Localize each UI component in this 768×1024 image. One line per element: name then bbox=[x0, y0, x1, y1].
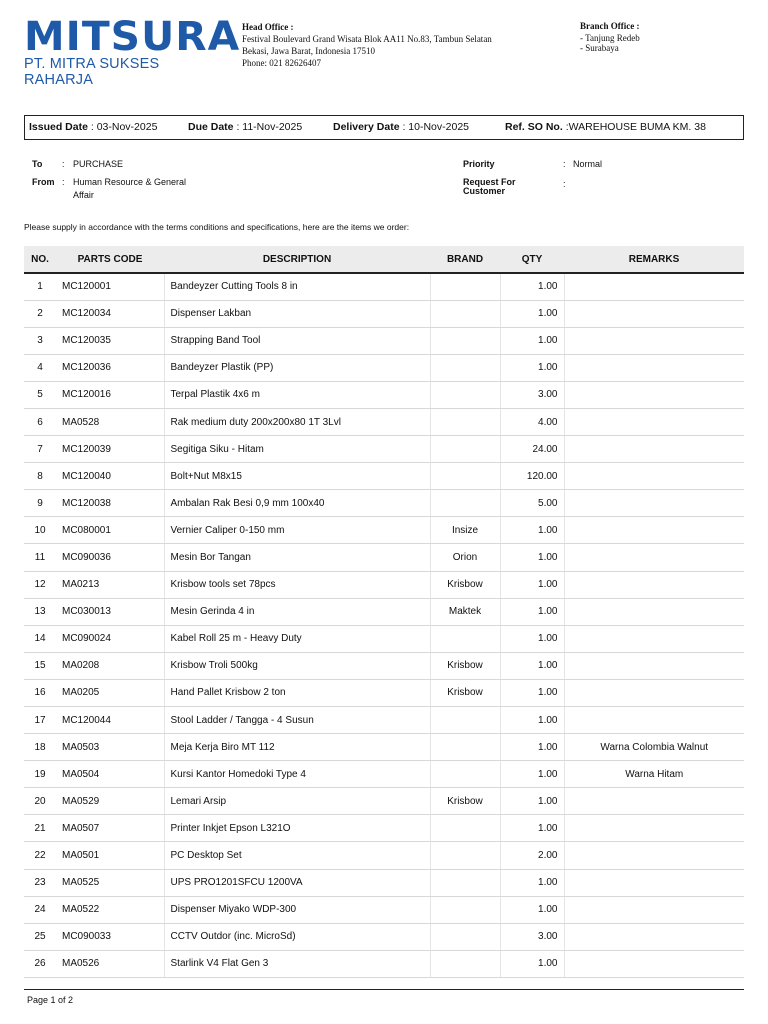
cell-remarks bbox=[564, 408, 744, 435]
cell-parts-code: MC120040 bbox=[56, 463, 164, 490]
cell-qty: 2.00 bbox=[500, 842, 564, 869]
cell-qty: 1.00 bbox=[500, 354, 564, 381]
table-row bbox=[24, 517, 744, 544]
table-row bbox=[24, 463, 744, 490]
cell-parts-code: MC090033 bbox=[56, 923, 164, 950]
cell-remarks bbox=[564, 598, 744, 625]
company-logo bbox=[24, 14, 241, 88]
cell-parts-code: MA0501 bbox=[56, 842, 164, 869]
cell-remarks bbox=[564, 788, 744, 815]
cell-parts-code: MC120001 bbox=[56, 273, 164, 300]
cell-remarks bbox=[564, 815, 744, 842]
cell-brand: Krisbow bbox=[430, 788, 500, 815]
cell-parts-code: MA0528 bbox=[56, 408, 164, 435]
branch-office-line1: - Tanjung Redeb bbox=[580, 32, 640, 43]
cell-no: 20 bbox=[24, 788, 56, 815]
request-customer-label: Customer bbox=[463, 186, 506, 196]
cell-brand bbox=[430, 408, 500, 435]
cell-remarks bbox=[564, 490, 744, 517]
cell-description: Ambalan Rak Besi 0,9 mm 100x40 bbox=[164, 490, 430, 517]
cell-qty: 120.00 bbox=[500, 463, 564, 490]
branch-office-title: Branch Office : bbox=[580, 21, 640, 31]
cell-no: 22 bbox=[24, 842, 56, 869]
cell-description: Kabel Roll 25 m - Heavy Duty bbox=[164, 625, 430, 652]
ref-so-number bbox=[505, 121, 706, 133]
cell-description: Bandeyzer Cutting Tools 8 in bbox=[164, 273, 430, 300]
cell-description: Krisbow Troli 500kg bbox=[164, 652, 430, 679]
cell-qty: 5.00 bbox=[500, 490, 564, 517]
from-label: From bbox=[32, 177, 55, 187]
cell-description: Bandeyzer Plastik (PP) bbox=[164, 354, 430, 381]
cell-qty: 1.00 bbox=[500, 734, 564, 761]
cell-parts-code: MA0526 bbox=[56, 950, 164, 977]
cell-parts-code: MC080001 bbox=[56, 517, 164, 544]
cell-qty: 3.00 bbox=[500, 923, 564, 950]
cell-remarks bbox=[564, 436, 744, 463]
cell-parts-code: MC090036 bbox=[56, 544, 164, 571]
cell-description: Starlink V4 Flat Gen 3 bbox=[164, 950, 430, 977]
cell-remarks bbox=[564, 381, 744, 408]
table-row bbox=[24, 544, 744, 571]
cell-no: 3 bbox=[24, 327, 56, 354]
table-header-row bbox=[24, 246, 744, 273]
cell-brand bbox=[430, 734, 500, 761]
cell-qty: 1.00 bbox=[500, 896, 564, 923]
cell-brand: Krisbow bbox=[430, 571, 500, 598]
request-colon: : bbox=[563, 179, 566, 189]
cell-remarks bbox=[564, 544, 744, 571]
cell-qty: 24.00 bbox=[500, 436, 564, 463]
dates-bar bbox=[24, 115, 744, 140]
cell-description: Terpal Plastik 4x6 m bbox=[164, 381, 430, 408]
cell-description: Hand Pallet Krisbow 2 ton bbox=[164, 679, 430, 706]
head-office-line2: Bekasi, Jawa Barat, Indonesia 17510 bbox=[242, 46, 375, 56]
items-table bbox=[24, 246, 744, 978]
cell-no: 26 bbox=[24, 950, 56, 977]
cell-description: Printer Inkjet Epson L321O bbox=[164, 815, 430, 842]
table-row bbox=[24, 896, 744, 923]
from-value-line2: Affair bbox=[73, 190, 94, 200]
cell-brand: Insize bbox=[430, 517, 500, 544]
table-row bbox=[24, 950, 744, 977]
table-row bbox=[24, 490, 744, 517]
cell-no: 16 bbox=[24, 679, 56, 706]
cell-description: Vernier Caliper 0-150 mm bbox=[164, 517, 430, 544]
header-brand: BRAND bbox=[430, 246, 500, 273]
table-row bbox=[24, 571, 744, 598]
table-row bbox=[24, 598, 744, 625]
cell-qty: 1.00 bbox=[500, 707, 564, 734]
cell-parts-code: MC120036 bbox=[56, 354, 164, 381]
cell-parts-code: MA0525 bbox=[56, 869, 164, 896]
cell-remarks bbox=[564, 652, 744, 679]
cell-brand: Krisbow bbox=[430, 679, 500, 706]
issued-date-value: : 03-Nov-2025 bbox=[90, 121, 158, 133]
table-row bbox=[24, 300, 744, 327]
cell-brand bbox=[430, 923, 500, 950]
table-row bbox=[24, 923, 744, 950]
cell-no: 11 bbox=[24, 544, 56, 571]
supply-note: Please supply in accordance with the terms conditions and specifications, here are the items we order: bbox=[24, 222, 410, 232]
cell-no: 4 bbox=[24, 354, 56, 381]
header-qty: QTY bbox=[500, 246, 564, 273]
branch-office-block bbox=[580, 21, 750, 54]
cell-no: 25 bbox=[24, 923, 56, 950]
cell-qty: 1.00 bbox=[500, 950, 564, 977]
logo-company-name: PT. MITRA SUKSES RAHARJA bbox=[24, 56, 160, 88]
cell-brand bbox=[430, 842, 500, 869]
cell-parts-code: MC120034 bbox=[56, 300, 164, 327]
table-row bbox=[24, 869, 744, 896]
cell-parts-code: MC120044 bbox=[56, 707, 164, 734]
cell-brand bbox=[430, 815, 500, 842]
cell-remarks bbox=[564, 842, 744, 869]
due-date-value: : 11-Nov-2025 bbox=[236, 121, 303, 133]
header-parts-code: PARTS CODE bbox=[56, 246, 164, 273]
cell-brand bbox=[430, 896, 500, 923]
head-office-phone: Phone: 021 82626407 bbox=[242, 58, 322, 68]
cell-qty: 1.00 bbox=[500, 815, 564, 842]
cell-description: PC Desktop Set bbox=[164, 842, 430, 869]
cell-remarks bbox=[564, 707, 744, 734]
cell-brand bbox=[430, 300, 500, 327]
cell-remarks bbox=[564, 571, 744, 598]
table-row bbox=[24, 842, 744, 869]
cell-no: 10 bbox=[24, 517, 56, 544]
cell-description: Dispenser Lakban bbox=[164, 300, 430, 327]
table-row bbox=[24, 815, 744, 842]
issued-date-label: Issued Date bbox=[29, 121, 88, 133]
table-row bbox=[24, 652, 744, 679]
priority-value: Normal bbox=[573, 159, 603, 169]
cell-parts-code: MC030013 bbox=[56, 598, 164, 625]
cell-parts-code: MA0213 bbox=[56, 571, 164, 598]
cell-qty: 1.00 bbox=[500, 544, 564, 571]
cell-no: 17 bbox=[24, 707, 56, 734]
table-row bbox=[24, 679, 744, 706]
cell-no: 5 bbox=[24, 381, 56, 408]
cell-parts-code: MC120035 bbox=[56, 327, 164, 354]
cell-qty: 1.00 bbox=[500, 273, 564, 300]
cell-remarks: Warna Colombia Walnut bbox=[564, 734, 744, 761]
table-row bbox=[24, 354, 744, 381]
cell-no: 7 bbox=[24, 436, 56, 463]
cell-description: Bolt+Nut M8x15 bbox=[164, 463, 430, 490]
cell-brand bbox=[430, 273, 500, 300]
cell-description: Mesin Gerinda 4 in bbox=[164, 598, 430, 625]
cell-no: 24 bbox=[24, 896, 56, 923]
due-date-label: Due Date bbox=[188, 121, 234, 133]
cell-qty: 1.00 bbox=[500, 517, 564, 544]
cell-brand bbox=[430, 381, 500, 408]
table-row bbox=[24, 381, 744, 408]
cell-remarks bbox=[564, 273, 744, 300]
table-row bbox=[24, 408, 744, 435]
cell-qty: 1.00 bbox=[500, 761, 564, 788]
cell-description: Mesin Bor Tangan bbox=[164, 544, 430, 571]
cell-remarks bbox=[564, 354, 744, 381]
cell-brand bbox=[430, 761, 500, 788]
cell-no: 8 bbox=[24, 463, 56, 490]
cell-qty: 1.00 bbox=[500, 679, 564, 706]
due-date bbox=[188, 121, 302, 133]
cell-remarks bbox=[564, 869, 744, 896]
document-header bbox=[0, 0, 768, 90]
cell-brand bbox=[430, 463, 500, 490]
cell-qty: 1.00 bbox=[500, 598, 564, 625]
cell-no: 15 bbox=[24, 652, 56, 679]
cell-no: 23 bbox=[24, 869, 56, 896]
cell-qty: 4.00 bbox=[500, 408, 564, 435]
cell-description: Segitiga Siku - Hitam bbox=[164, 436, 430, 463]
cell-parts-code: MA0205 bbox=[56, 679, 164, 706]
priority-colon: : bbox=[563, 159, 566, 169]
table-row bbox=[24, 788, 744, 815]
cell-brand bbox=[430, 327, 500, 354]
head-office-line1: Festival Boulevard Grand Wisata Blok AA11 No.83, Tambun Selatan bbox=[242, 34, 492, 44]
cell-remarks bbox=[564, 300, 744, 327]
ref-so-value: :WAREHOUSE BUMA KM. 38 bbox=[565, 121, 706, 133]
cell-parts-code: MA0522 bbox=[56, 896, 164, 923]
cell-qty: 1.00 bbox=[500, 869, 564, 896]
cell-no: 13 bbox=[24, 598, 56, 625]
cell-qty: 1.00 bbox=[500, 625, 564, 652]
cell-no: 1 bbox=[24, 273, 56, 300]
cell-remarks bbox=[564, 327, 744, 354]
cell-remarks bbox=[564, 679, 744, 706]
priority-label: Priority bbox=[463, 159, 495, 169]
delivery-date bbox=[333, 121, 469, 133]
cell-no: 14 bbox=[24, 625, 56, 652]
delivery-date-value: : 10-Nov-2025 bbox=[402, 121, 470, 133]
cell-remarks: Warna Hitam bbox=[564, 761, 744, 788]
cell-qty: 1.00 bbox=[500, 327, 564, 354]
cell-no: 19 bbox=[24, 761, 56, 788]
to-label: To bbox=[32, 159, 43, 169]
to-colon: : bbox=[62, 159, 65, 169]
header-description: DESCRIPTION bbox=[164, 246, 430, 273]
from-value-line1: Human Resource & General bbox=[73, 177, 187, 187]
cell-qty: 1.00 bbox=[500, 571, 564, 598]
table-row bbox=[24, 734, 744, 761]
cell-brand bbox=[430, 707, 500, 734]
cell-qty: 1.00 bbox=[500, 788, 564, 815]
cell-description: Krisbow tools set 78pcs bbox=[164, 571, 430, 598]
cell-parts-code: MC120016 bbox=[56, 381, 164, 408]
cell-remarks bbox=[564, 625, 744, 652]
cell-qty: 1.00 bbox=[500, 652, 564, 679]
cell-parts-code: MC120039 bbox=[56, 436, 164, 463]
cell-brand: Maktek bbox=[430, 598, 500, 625]
branch-office-line2: - Surabaya bbox=[580, 43, 619, 53]
cell-description: Lemari Arsip bbox=[164, 788, 430, 815]
cell-brand: Krisbow bbox=[430, 652, 500, 679]
cell-parts-code: MA0529 bbox=[56, 788, 164, 815]
cell-parts-code: MC090024 bbox=[56, 625, 164, 652]
cell-no: 2 bbox=[24, 300, 56, 327]
cell-parts-code: MA0208 bbox=[56, 652, 164, 679]
cell-description: Strapping Band Tool bbox=[164, 327, 430, 354]
table-row bbox=[24, 327, 744, 354]
footer-divider bbox=[24, 989, 744, 990]
cell-description: Meja Kerja Biro MT 112 bbox=[164, 734, 430, 761]
cell-remarks bbox=[564, 463, 744, 490]
cell-brand bbox=[430, 436, 500, 463]
head-office-title: Head Office : bbox=[242, 22, 294, 32]
cell-brand bbox=[430, 490, 500, 517]
cell-description: UPS PRO1201SFCU 1200VA bbox=[164, 869, 430, 896]
cell-remarks bbox=[564, 950, 744, 977]
cell-brand: Orion bbox=[430, 544, 500, 571]
cell-parts-code: MC120038 bbox=[56, 490, 164, 517]
cell-brand bbox=[430, 354, 500, 381]
issued-date bbox=[29, 121, 157, 133]
cell-qty: 1.00 bbox=[500, 300, 564, 327]
cell-description: Dispenser Miyako WDP-300 bbox=[164, 896, 430, 923]
cell-remarks bbox=[564, 517, 744, 544]
page-number: Page 1 of 2 bbox=[27, 995, 74, 1005]
table-row bbox=[24, 436, 744, 463]
table-row bbox=[24, 273, 744, 300]
head-office-block bbox=[242, 21, 542, 69]
delivery-date-label: Delivery Date bbox=[333, 121, 400, 133]
from-colon: : bbox=[62, 177, 65, 187]
cell-no: 9 bbox=[24, 490, 56, 517]
cell-brand bbox=[430, 625, 500, 652]
cell-no: 12 bbox=[24, 571, 56, 598]
table-row bbox=[24, 625, 744, 652]
cell-brand bbox=[430, 869, 500, 896]
cell-no: 18 bbox=[24, 734, 56, 761]
cell-description: Rak medium duty 200x200x80 1T 3Lvl bbox=[164, 408, 430, 435]
request-for-label: Request For bbox=[463, 177, 516, 187]
cell-description: CCTV Outdor (inc. MicroSd) bbox=[164, 923, 430, 950]
header-remarks: REMARKS bbox=[564, 246, 744, 273]
cell-description: Kursi Kantor Homedoki Type 4 bbox=[164, 761, 430, 788]
cell-parts-code: MA0507 bbox=[56, 815, 164, 842]
cell-brand bbox=[430, 950, 500, 977]
cell-description: Stool Ladder / Tangga - 4 Susun bbox=[164, 707, 430, 734]
cell-parts-code: MA0503 bbox=[56, 734, 164, 761]
table-row bbox=[24, 707, 744, 734]
cell-remarks bbox=[564, 923, 744, 950]
cell-parts-code: MA0504 bbox=[56, 761, 164, 788]
cell-no: 6 bbox=[24, 408, 56, 435]
cell-remarks bbox=[564, 896, 744, 923]
table-row bbox=[24, 761, 744, 788]
to-value: PURCHASE bbox=[73, 159, 124, 169]
items-table-body bbox=[24, 273, 744, 977]
cell-qty: 3.00 bbox=[500, 381, 564, 408]
logo-brand: MITSURA bbox=[24, 14, 241, 60]
cell-no: 21 bbox=[24, 815, 56, 842]
ref-so-label: Ref. SO No. bbox=[505, 121, 563, 133]
header-no: NO. bbox=[24, 246, 56, 273]
